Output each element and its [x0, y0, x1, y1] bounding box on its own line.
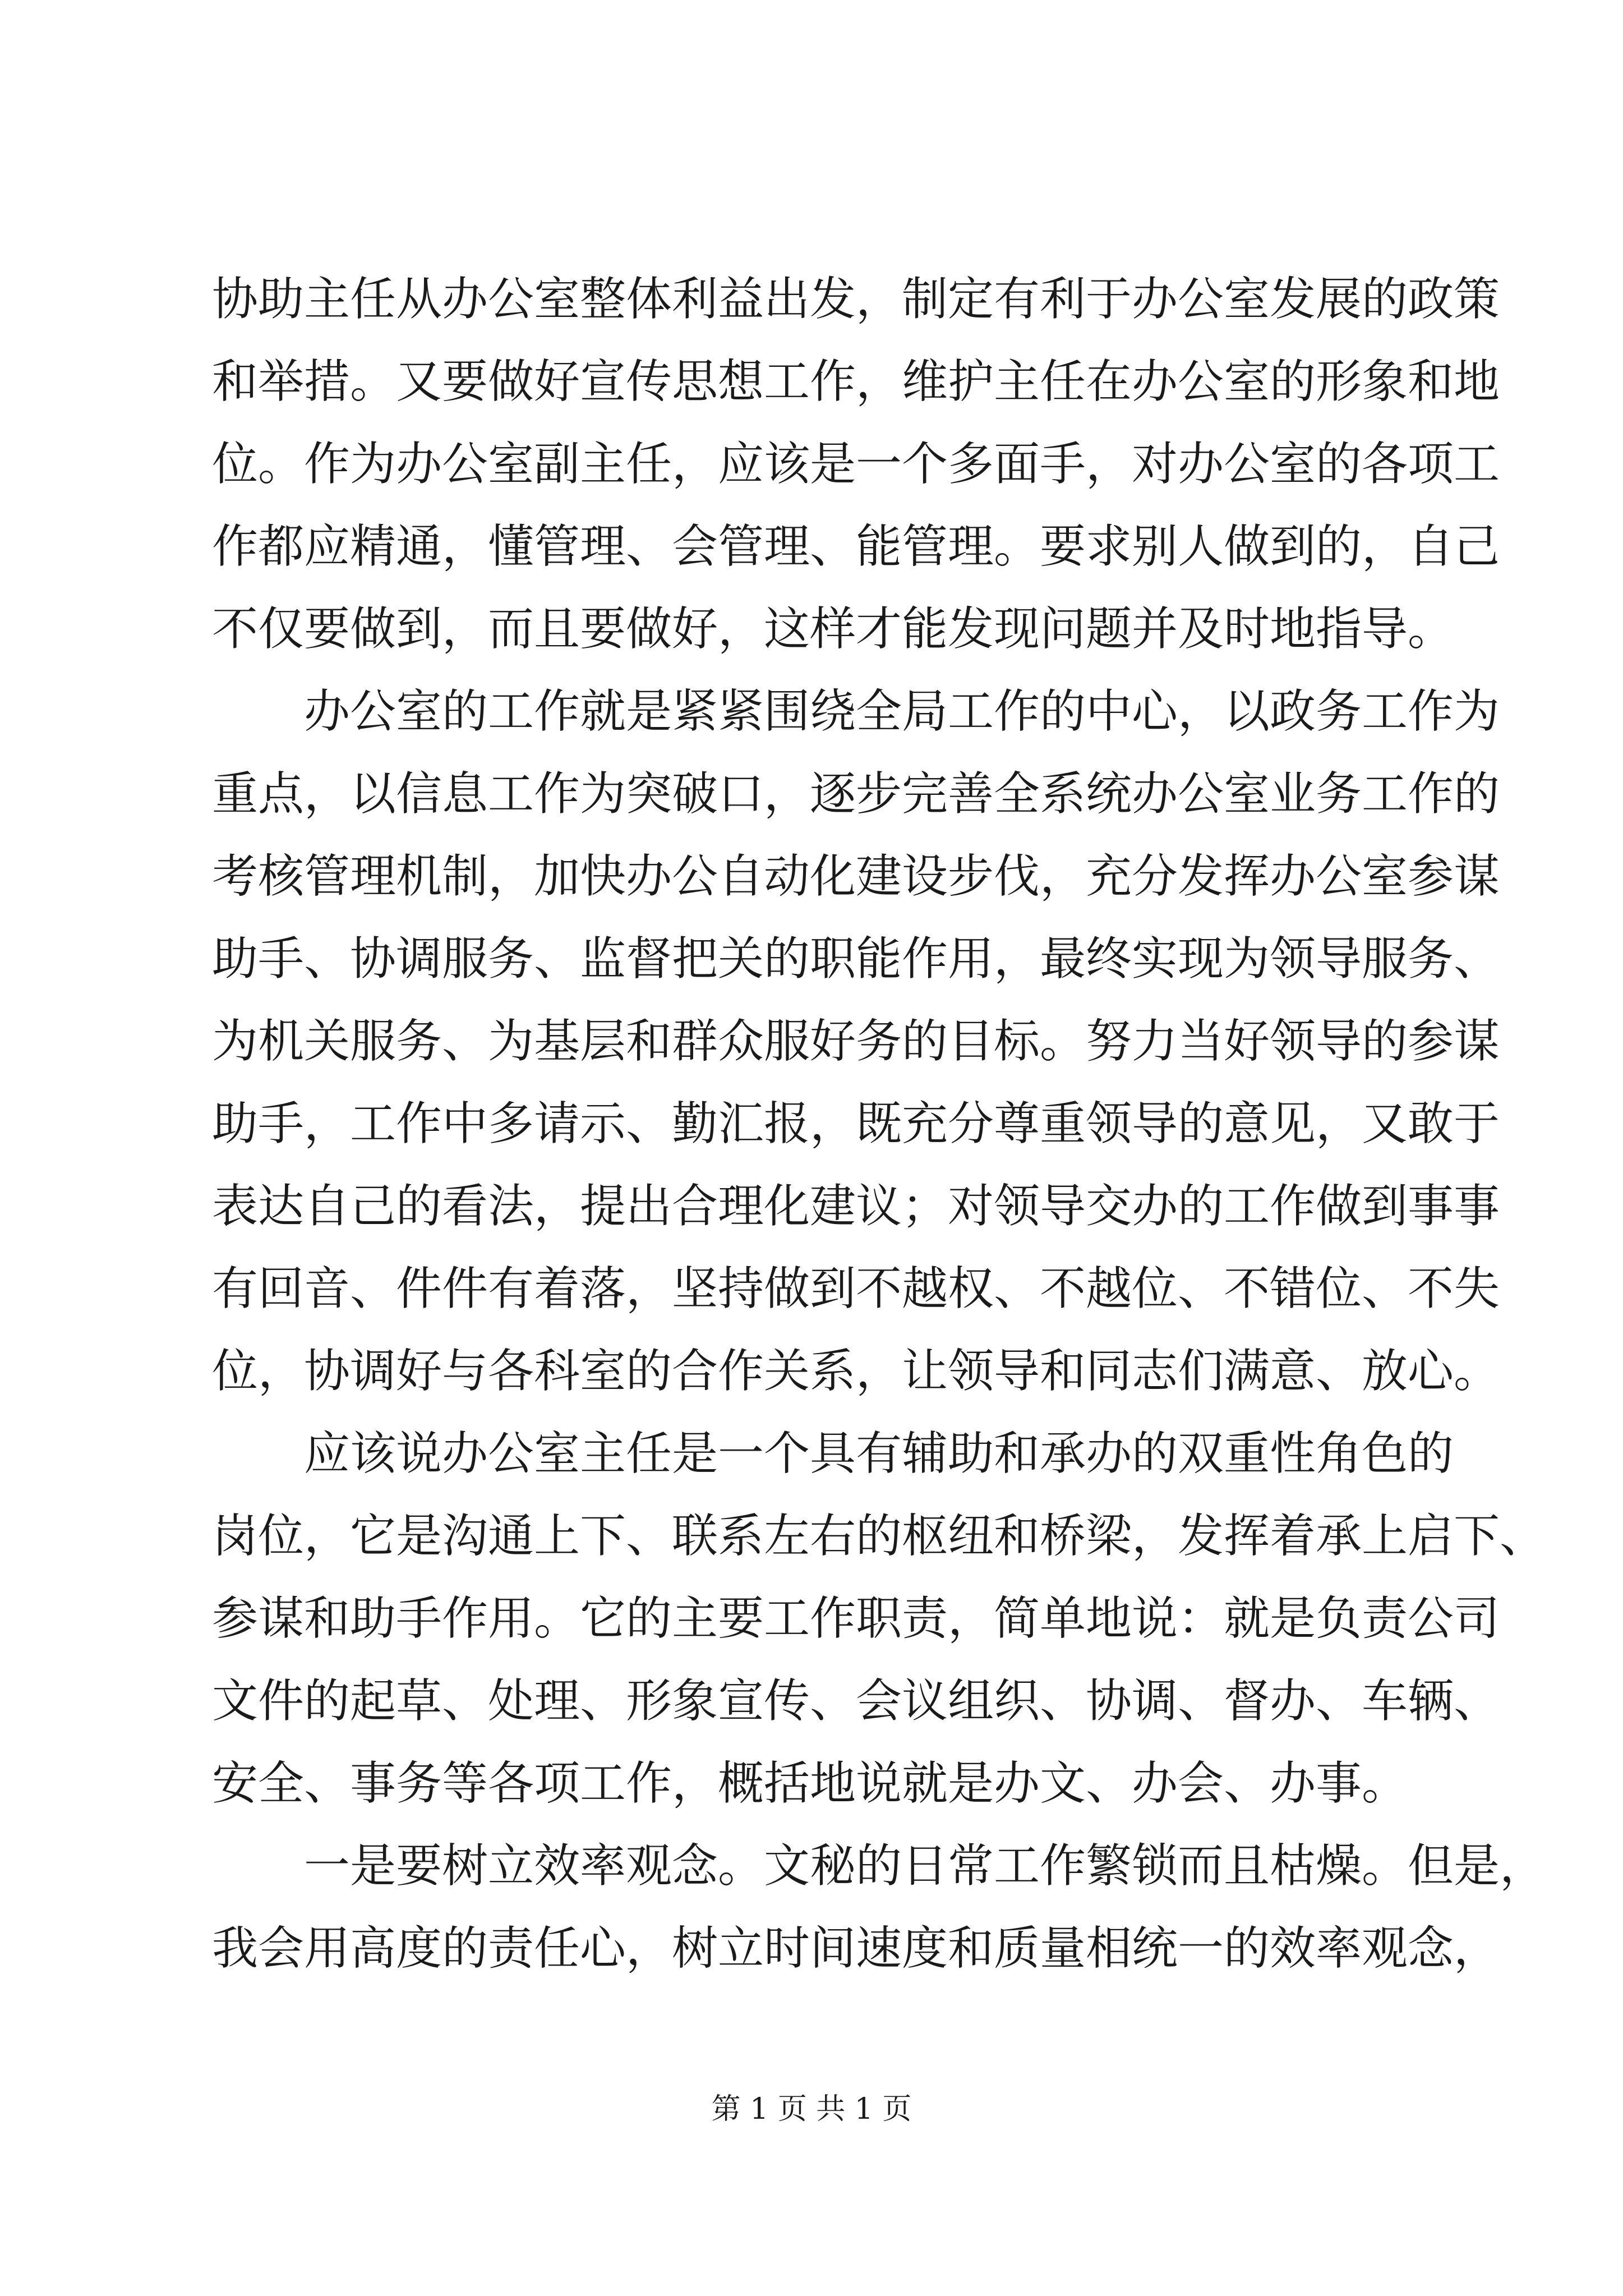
text-line: 考核管理机制，加快办公自动化建设步伐，充分发挥办公室参谋: [212, 850, 1500, 903]
text-line: 不仅要做到，而且要做好，这样才能发现问题并及时地指导。: [212, 602, 1454, 656]
text-line: 有回音、件件有着落，坚持做到不越权、不越位、不错位、不失: [212, 1262, 1500, 1315]
text-line: 安全、事务等各项工作，概括地说就是办文、办会、办事。: [212, 1757, 1408, 1810]
text-line: 一是要树立效率观念。文秘的日常工作繁锁而且枯燥。但是，: [212, 1839, 1546, 1893]
text-line: 文件的起草、处理、形象宣传、会议组织、协调、督办、车辆、: [212, 1674, 1500, 1728]
text-line: 重点，以信息工作为突破口，逐步完善全系统办公室业务工作的: [212, 767, 1500, 821]
text-line: 办公室的工作就是紧紧围绕全局工作的中心，以政务工作为: [212, 685, 1500, 738]
page-footer: 第 1 页 共 1 页: [711, 2092, 912, 2126]
text-line: 协助主任从办公室整体利益出发，制定有利于办公室发展的政策: [212, 273, 1500, 326]
text-line: 我会用高度的责任心，树立时间速度和质量相统一的效率观念，: [212, 1922, 1500, 1975]
text-line: 岗位，它是沟通上下、联系左右的枢纽和桥梁，发挥着承上启下、: [212, 1510, 1546, 1563]
text-line: 为机关服务、为基层和群众服好务的目标。努力当好领导的参谋: [212, 1015, 1500, 1068]
text-line: 位。作为办公室副主任，应该是一个多面手，对办公室的各项工: [212, 438, 1500, 491]
text-line: 作都应精通，懂管理、会管理、能管理。要求别人做到的，自己: [212, 520, 1500, 573]
text-line: 助手，工作中多请示、勤汇报，既充分尊重领导的意见，又敢于: [212, 1097, 1500, 1151]
document-body: [212, 258, 1546, 1990]
text-line: 应该说办公室主任是一个具有辅助和承办的双重性角色的: [212, 1427, 1454, 1480]
text-line: 参谋和助手作用。它的主要工作职责，简单地说：就是负责公司: [212, 1592, 1500, 1645]
text-line: 表达自己的看法，提出合理化建议；对领导交办的工作做到事事: [212, 1180, 1500, 1233]
text-line: 位，协调好与各科室的合作关系，让领导和同志们满意、放心。: [212, 1345, 1500, 1398]
text-line: 助手、协调服务、监督把关的职能作用，最终实现为领导服务、: [212, 932, 1500, 986]
text-line: 和举措。又要做好宣传思想工作，维护主任在办公室的形象和地: [212, 355, 1500, 408]
